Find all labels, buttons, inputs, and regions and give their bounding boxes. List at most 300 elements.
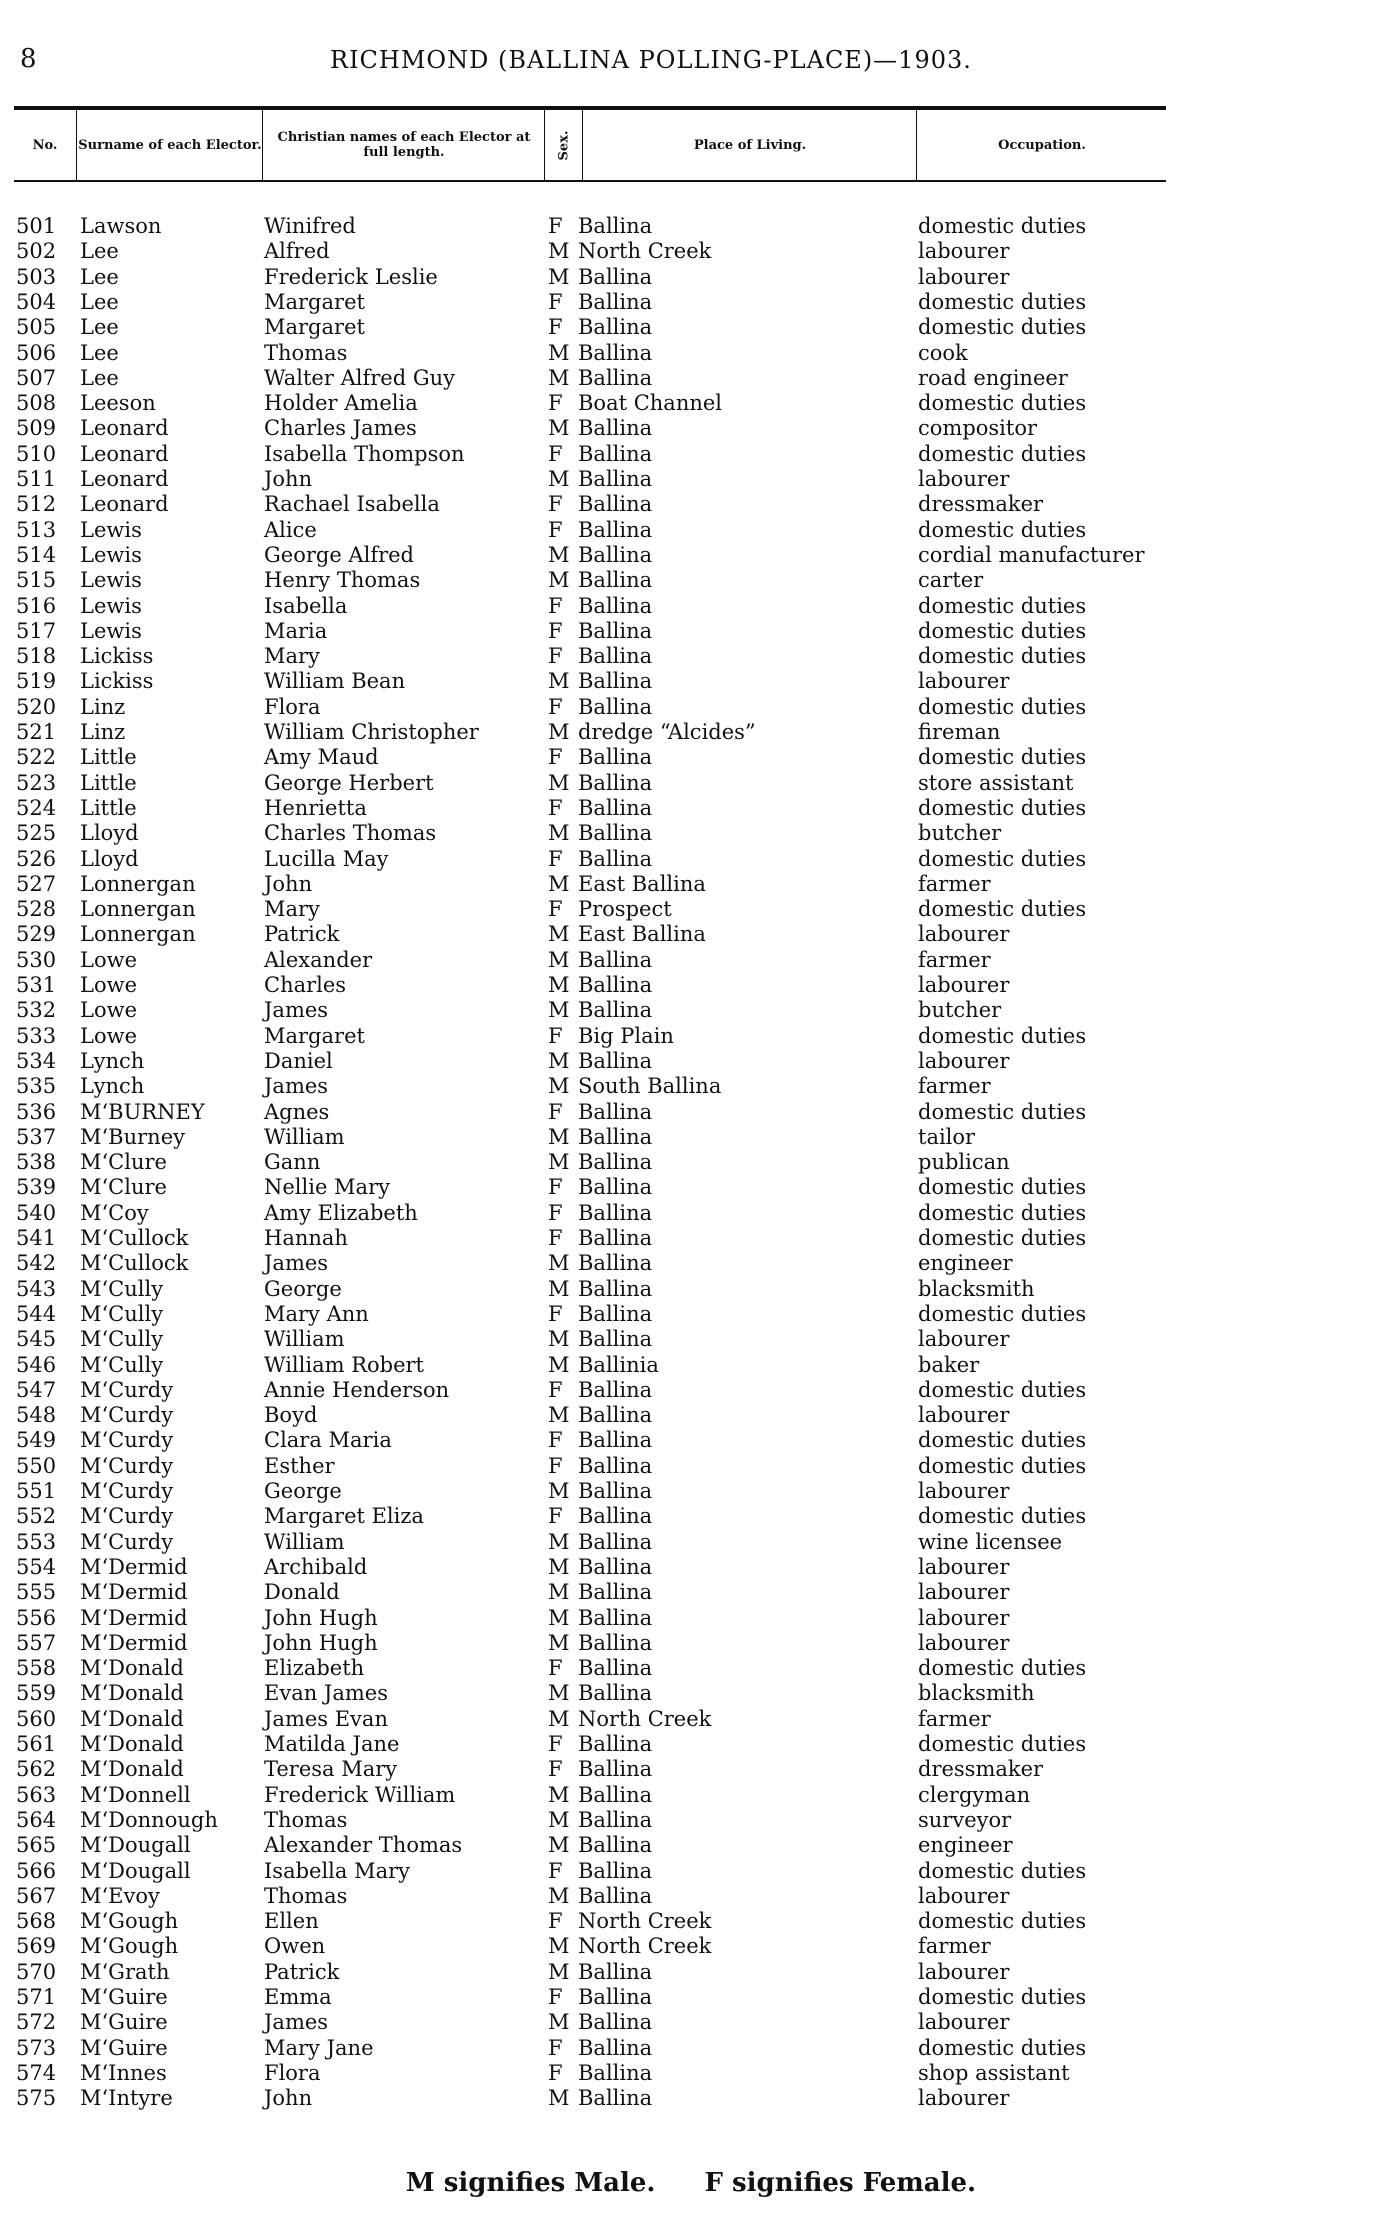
elector-sex: F (548, 1301, 563, 1326)
elector-christian-names: Rachael Isabella (264, 492, 440, 517)
elector-place: Ballina (578, 1554, 653, 1579)
elector-christian-names: Flora (264, 694, 321, 719)
table-row (0, 1681, 1382, 1706)
elector-surname: M‘Curdy (80, 1529, 174, 1554)
elector-place: Ballina (578, 745, 653, 770)
elector-place: Ballina (578, 315, 653, 340)
elector-occupation: cook (918, 340, 968, 365)
elector-place: Ballina (578, 2060, 653, 2085)
elector-surname: M‘Dougall (80, 1833, 191, 1858)
elector-surname: Lewis (80, 568, 142, 593)
elector-number: 562 (16, 1757, 57, 1782)
elector-christian-names: Esther (264, 1453, 335, 1478)
elector-sex: M (548, 1352, 570, 1377)
table-row (0, 315, 1382, 340)
elector-christian-names: Flora (264, 2060, 321, 2085)
elector-christian-names: Mary (264, 644, 320, 669)
elector-occupation: domestic duties (918, 1732, 1087, 1756)
elector-number: 572 (16, 2010, 57, 2035)
table-row (0, 1656, 1382, 1681)
elector-place: Ballina (578, 492, 653, 517)
elector-surname: M‘Donald (80, 1757, 184, 1782)
elector-surname: M‘Coy (80, 1200, 149, 1225)
elector-surname: M‘Cullock (80, 1251, 189, 1276)
elector-number: 517 (16, 618, 57, 643)
elector-christian-names: Agnes (264, 1099, 330, 1124)
elector-christian-names: George Herbert (264, 770, 434, 795)
elector-sex: M (548, 1833, 570, 1858)
elector-occupation: domestic duties (918, 1656, 1087, 1681)
elector-place: Ballina (578, 1529, 653, 1554)
elector-place: Ballina (578, 2035, 653, 2060)
table-row (0, 922, 1382, 947)
elector-occupation: carter (918, 568, 984, 593)
elector-surname: Lee (80, 340, 119, 365)
elector-sex: F (548, 593, 563, 618)
column-header-place: Place of Living. (584, 110, 917, 180)
elector-surname: Lee (80, 239, 119, 264)
elector-number: 521 (16, 720, 57, 744)
elector-place: Ballina (578, 467, 653, 491)
table-row (0, 1530, 1382, 1555)
elector-occupation: engineer (918, 1833, 1013, 1858)
elector-christian-names: William Christopher (264, 720, 479, 744)
table-row (0, 366, 1382, 391)
elector-occupation: domestic duties (918, 644, 1087, 669)
elector-surname: M‘Intyre (80, 2086, 173, 2111)
elector-number: 558 (16, 1656, 57, 1681)
elector-place: Ballina (578, 846, 653, 871)
elector-christian-names: Alfred (264, 239, 330, 264)
elector-occupation: domestic duties (918, 391, 1087, 416)
table-row (0, 619, 1382, 644)
elector-sex: M (548, 264, 570, 289)
column-header-no: No. (14, 110, 77, 180)
elector-christian-names: Winifred (264, 214, 356, 238)
elector-christian-names: Daniel (264, 1048, 333, 1073)
elector-sex: M (548, 922, 570, 947)
table-row (0, 1555, 1382, 1580)
elector-number: 536 (16, 1099, 57, 1124)
elector-occupation: wine licensee (918, 1529, 1063, 1554)
elector-occupation: domestic duties (918, 1023, 1087, 1048)
table-row (0, 442, 1382, 467)
elector-surname: M‘Dougall (80, 1858, 191, 1883)
table-row (0, 771, 1382, 796)
elector-number: 504 (16, 289, 57, 314)
elector-occupation: store assistant (918, 770, 1074, 795)
elector-surname: Lawson (80, 214, 162, 238)
elector-occupation: domestic duties (918, 1858, 1087, 1883)
elector-christian-names: James (264, 1074, 329, 1099)
elector-christian-names: Elizabeth (264, 1656, 365, 1681)
elector-christian-names: Thomas (264, 1883, 348, 1908)
elector-surname: M‘Dermid (80, 1605, 188, 1630)
table-row (0, 594, 1382, 619)
elector-sex: M (548, 1630, 570, 1655)
elector-place: Ballina (578, 264, 653, 289)
elector-occupation: butcher (918, 998, 1002, 1023)
elector-christian-names: Patrick (264, 922, 340, 947)
elector-occupation: domestic duties (918, 1909, 1087, 1934)
elector-christian-names: Annie Henderson (264, 1377, 450, 1402)
elector-christian-names: Margaret (264, 315, 365, 340)
elector-christian-names: Alexander (264, 947, 373, 972)
elector-occupation: labourer (918, 264, 1010, 289)
elector-number: 546 (16, 1352, 57, 1377)
elector-place: Ballina (578, 1656, 653, 1681)
elector-surname: Lee (80, 365, 119, 390)
elector-occupation: surveyor (918, 1807, 1012, 1832)
elector-sex: F (548, 1099, 563, 1124)
table-row (0, 1251, 1382, 1276)
elector-sex: M (548, 947, 570, 972)
elector-number: 545 (16, 1327, 57, 1352)
elector-number: 525 (16, 821, 57, 846)
table-row (0, 1783, 1382, 1808)
elector-christian-names: Thomas (264, 1807, 348, 1832)
elector-sex: M (548, 998, 570, 1023)
table-row (0, 1074, 1382, 1099)
elector-number: 560 (16, 1706, 57, 1731)
elector-occupation: dressmaker (918, 1757, 1044, 1782)
elector-christian-names: Charles Thomas (264, 821, 437, 846)
elector-sex: M (548, 416, 570, 441)
elector-occupation: labourer (918, 1327, 1010, 1352)
legend-male: M signifies Male. (405, 2168, 656, 2198)
elector-surname: M‘Gough (80, 1934, 179, 1959)
elector-place: Ballina (578, 1301, 653, 1326)
elector-occupation: domestic duties (918, 593, 1087, 618)
elector-place: Ballina (578, 568, 653, 593)
table-row (0, 1403, 1382, 1428)
elector-occupation: labourer (918, 1580, 1010, 1605)
elector-number: 561 (16, 1732, 57, 1756)
table-row (0, 1201, 1382, 1226)
elector-surname: Lee (80, 315, 119, 340)
elector-place: Ballina (578, 1833, 653, 1858)
elector-place: Ballina (578, 770, 653, 795)
elector-surname: Lewis (80, 618, 142, 643)
elector-occupation: baker (918, 1352, 980, 1377)
elector-place: Ballina (578, 669, 653, 694)
elector-sex: M (548, 467, 570, 491)
elector-place: Ballina (578, 1428, 653, 1453)
elector-number: 519 (16, 669, 57, 694)
elector-surname: M‘Curdy (80, 1377, 174, 1402)
elector-surname: M‘Dermid (80, 1554, 188, 1579)
elector-surname: Lewis (80, 517, 142, 542)
elector-place: Ballina (578, 1959, 653, 1984)
column-header-occupation: Occupation. (998, 137, 1086, 153)
elector-occupation: domestic duties (918, 517, 1087, 542)
elector-place: East Ballina (578, 922, 706, 947)
elector-place: Boat Channel (578, 391, 723, 416)
table-row (0, 1934, 1382, 1959)
elector-sex: M (548, 1251, 570, 1276)
elector-christian-names: William (264, 1327, 345, 1352)
elector-christian-names: Isabella (264, 593, 348, 618)
elector-sex: M (548, 365, 570, 390)
table-row (0, 214, 1382, 239)
elector-number: 550 (16, 1453, 57, 1478)
elector-sex: F (548, 441, 563, 466)
elector-christian-names: Margaret (264, 289, 365, 314)
elector-place: Ballina (578, 1453, 653, 1478)
elector-christian-names: Henrietta (264, 795, 367, 820)
elector-number: 502 (16, 239, 57, 264)
elector-surname: M‘Cully (80, 1301, 164, 1326)
elector-occupation: domestic duties (918, 2035, 1087, 2060)
elector-surname: Leonard (80, 416, 169, 441)
elector-place: Ballina (578, 1099, 653, 1124)
elector-number: 557 (16, 1630, 57, 1655)
elector-number: 512 (16, 492, 57, 517)
elector-place: Ballina (578, 1757, 653, 1782)
elector-place: North Creek (578, 1706, 712, 1731)
elector-place: Ballina (578, 365, 653, 390)
elector-occupation: farmer (918, 1074, 991, 1099)
elector-christian-names: William Robert (264, 1352, 424, 1377)
elector-number: 570 (16, 1959, 57, 1984)
elector-surname: Lickiss (80, 644, 154, 669)
elector-place: Ballina (578, 947, 653, 972)
elector-occupation: labourer (918, 973, 1010, 997)
table-row (0, 1302, 1382, 1327)
elector-number: 563 (16, 1782, 57, 1807)
elector-occupation: labourer (918, 1048, 1010, 1073)
elector-occupation: farmer (918, 947, 991, 972)
elector-place: Big Plain (578, 1023, 674, 1048)
elector-sex: M (548, 1276, 570, 1301)
elector-surname: Lewis (80, 542, 142, 567)
elector-occupation: domestic duties (918, 1428, 1087, 1453)
elector-sex: M (548, 239, 570, 264)
elector-surname: M‘Cully (80, 1276, 164, 1301)
table-row (0, 1100, 1382, 1125)
elector-sex: F (548, 1175, 563, 1200)
elector-sex: F (548, 1226, 563, 1250)
elector-sex: M (548, 1807, 570, 1832)
table-row (0, 644, 1382, 669)
elector-sex: F (548, 289, 563, 314)
elector-christian-names: Amy Elizabeth (264, 1200, 418, 1225)
table-row (0, 2010, 1382, 2035)
table-row (0, 872, 1382, 897)
table-row (0, 1504, 1382, 1529)
elector-sex: F (548, 846, 563, 871)
elector-place: Ballina (578, 1327, 653, 1352)
table-row (0, 1428, 1382, 1453)
elector-christian-names: George Alfred (264, 542, 414, 567)
elector-surname: Linz (80, 694, 126, 719)
elector-surname: M‘Donnough (80, 1807, 218, 1832)
elector-christian-names: James (264, 2010, 329, 2035)
elector-sex: M (548, 1681, 570, 1706)
elector-place: Ballina (578, 1226, 653, 1250)
elector-surname: M‘Cully (80, 1352, 164, 1377)
elector-surname: Lickiss (80, 669, 154, 694)
elector-surname: Lowe (80, 973, 137, 997)
elector-place: Ballina (578, 1858, 653, 1883)
elector-place: Ballina (578, 1681, 653, 1706)
elector-place: Ballina (578, 1807, 653, 1832)
column-header-sex-label: Sex. (556, 130, 572, 160)
elector-occupation: labourer (918, 922, 1010, 947)
elector-christian-names: John (264, 2086, 313, 2111)
elector-place: Ballina (578, 441, 653, 466)
table-row (0, 796, 1382, 821)
elector-christian-names: Henry Thomas (264, 568, 421, 593)
elector-surname: Lloyd (80, 821, 139, 846)
table-row (0, 518, 1382, 543)
table-row (0, 391, 1382, 416)
table-row (0, 1985, 1382, 2010)
elector-sex: F (548, 2060, 563, 2085)
elector-number: 547 (16, 1377, 57, 1402)
elector-christian-names: Gann (264, 1150, 321, 1175)
elector-number: 509 (16, 416, 57, 441)
elector-christian-names: Mary Ann (264, 1301, 369, 1326)
elector-christian-names: Ellen (264, 1909, 319, 1934)
elector-surname: Leonard (80, 441, 169, 466)
elector-christian-names: Nellie Mary (264, 1175, 390, 1200)
elector-christian-names: Mary Jane (264, 2035, 374, 2060)
elector-sex: F (548, 517, 563, 542)
table-row (0, 897, 1382, 922)
elector-occupation: domestic duties (918, 618, 1087, 643)
elector-occupation: clergyman (918, 1782, 1031, 1807)
elector-surname: M‘BURNEY (80, 1099, 205, 1124)
elector-occupation: cordial manufacturer (918, 542, 1145, 567)
elector-number: 553 (16, 1529, 57, 1554)
elector-place: Ballina (578, 1048, 653, 1073)
elector-occupation: domestic duties (918, 694, 1087, 719)
elector-number: 501 (16, 214, 57, 238)
elector-number: 534 (16, 1048, 57, 1073)
elector-number: 559 (16, 1681, 57, 1706)
elector-occupation: labourer (918, 239, 1010, 264)
elector-occupation: labourer (918, 2086, 1010, 2111)
table-row (0, 720, 1382, 745)
elector-place: Ballina (578, 821, 653, 846)
table-row (0, 2061, 1382, 2086)
elector-place: Ballina (578, 1985, 653, 2009)
elector-sex: F (548, 1428, 563, 1453)
elector-christian-names: John (264, 467, 313, 491)
elector-surname: Lee (80, 289, 119, 314)
elector-occupation: butcher (918, 821, 1002, 846)
elector-number: 556 (16, 1605, 57, 1630)
elector-number: 503 (16, 264, 57, 289)
elector-occupation: domestic duties (918, 1226, 1087, 1250)
elector-number: 575 (16, 2086, 57, 2111)
elector-number: 522 (16, 745, 57, 770)
elector-christian-names: Alice (264, 517, 317, 542)
elector-sex: F (548, 1732, 563, 1756)
elector-number: 535 (16, 1074, 57, 1099)
elector-occupation: farmer (918, 1934, 991, 1959)
elector-sex: M (548, 1150, 570, 1175)
elector-place: Ballinia (578, 1352, 659, 1377)
table-row (0, 973, 1382, 998)
elector-place: Ballina (578, 1782, 653, 1807)
elector-sex: F (548, 694, 563, 719)
elector-number: 564 (16, 1807, 57, 1832)
elector-number: 513 (16, 517, 57, 542)
elector-christian-names: James (264, 998, 329, 1023)
elector-place: Ballina (578, 289, 653, 314)
elector-christian-names: Alexander Thomas (264, 1833, 463, 1858)
elector-surname: M‘Curdy (80, 1453, 174, 1478)
elector-sex: M (548, 1554, 570, 1579)
elector-place: Ballina (578, 1403, 653, 1428)
elector-number: 574 (16, 2060, 57, 2085)
elector-occupation: compositor (918, 416, 1038, 441)
elector-surname: M‘Guire (80, 2035, 168, 2060)
table-row (0, 1707, 1382, 1732)
elector-christian-names: William (264, 1529, 345, 1554)
elector-christian-names: Teresa Mary (264, 1757, 398, 1782)
elector-surname: M‘Grath (80, 1959, 170, 1984)
table-row (0, 1833, 1382, 1858)
table-row (0, 847, 1382, 872)
elector-surname: Little (80, 745, 137, 770)
table-row (0, 1884, 1382, 1909)
elector-number: 549 (16, 1428, 57, 1453)
column-header-surname: Surname of each Elector. (78, 110, 263, 180)
elector-number: 511 (16, 467, 57, 491)
elector-surname: M‘Guire (80, 1985, 168, 2009)
elector-christian-names: Thomas (264, 340, 348, 365)
table-row (0, 695, 1382, 720)
elector-occupation: blacksmith (918, 1681, 1035, 1706)
table-row (0, 2086, 1382, 2111)
elector-number: 523 (16, 770, 57, 795)
elector-occupation: blacksmith (918, 1276, 1035, 1301)
elector-surname: M‘Curdy (80, 1479, 174, 1503)
elector-surname: M‘Curdy (80, 1403, 174, 1428)
elector-sex: M (548, 1529, 570, 1554)
elector-sex: M (548, 542, 570, 567)
elector-sex: M (548, 1580, 570, 1605)
elector-sex: F (548, 1757, 563, 1782)
elector-number: 527 (16, 871, 57, 896)
table-row (0, 1909, 1382, 1934)
elector-christian-names: James Evan (264, 1706, 388, 1731)
elector-christian-names: William (264, 1124, 345, 1149)
elector-surname: M‘Evoy (80, 1883, 160, 1908)
elector-place: Ballina (578, 1580, 653, 1605)
elector-sex: F (548, 795, 563, 820)
elector-sex: M (548, 2086, 570, 2111)
elector-surname: M‘Donnell (80, 1782, 191, 1807)
elector-occupation: labourer (918, 1554, 1010, 1579)
table-row (0, 1378, 1382, 1403)
elector-sex: F (548, 1023, 563, 1048)
elector-surname: M‘Guire (80, 2010, 168, 2035)
table-row (0, 1808, 1382, 1833)
table-row (0, 1732, 1382, 1757)
elector-surname: M‘Donald (80, 1706, 184, 1731)
table-row (0, 1454, 1382, 1479)
elector-occupation: domestic duties (918, 315, 1087, 340)
elector-surname: M‘Dermid (80, 1630, 188, 1655)
elector-christian-names: George (264, 1479, 342, 1503)
elector-place: East Ballina (578, 871, 706, 896)
elector-sex: M (548, 770, 570, 795)
elector-place: Ballina (578, 1175, 653, 1200)
